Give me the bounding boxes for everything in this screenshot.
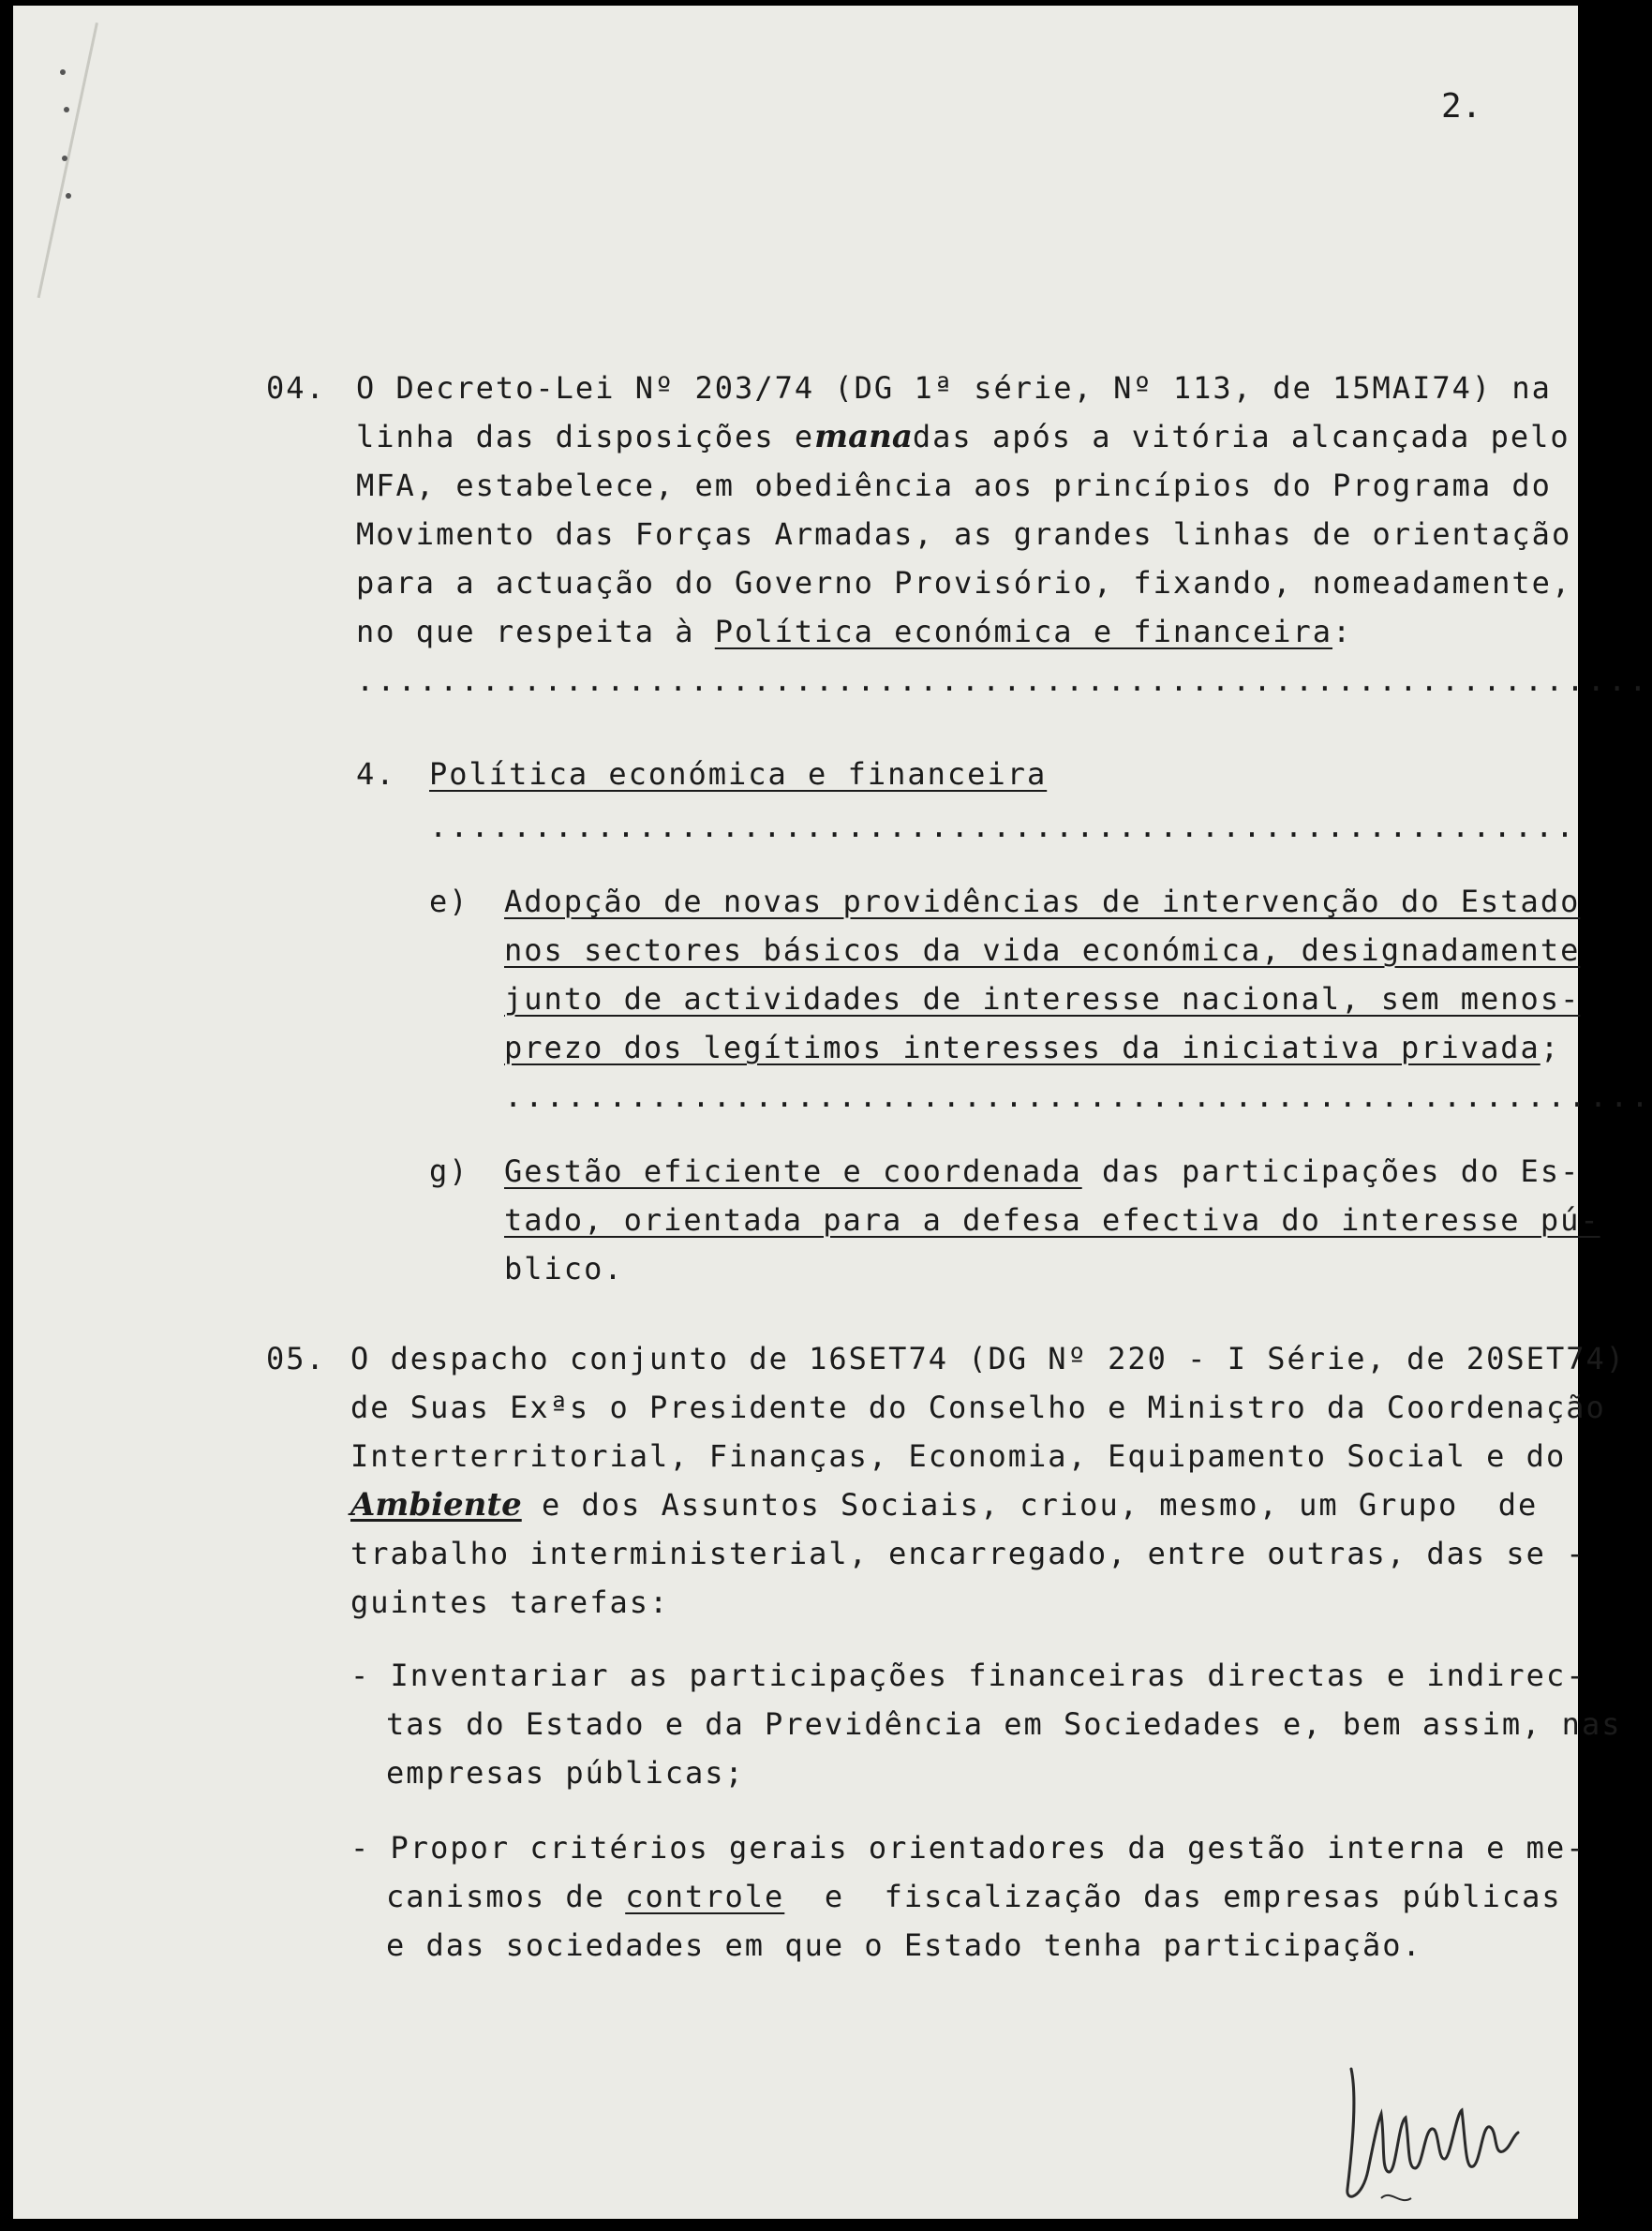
subsection-title: Política económica e financeira <box>429 756 1048 792</box>
text-line: Interterritorial, Finanças, Economia, Equipamento Social e do <box>350 1438 1567 1474</box>
text-line <box>356 613 1352 650</box>
section-number: 04. <box>266 370 326 406</box>
ellipsis-line: ....................................................... <box>429 809 1577 844</box>
bullet-line: empresas públicas; <box>386 1755 745 1791</box>
text-line: O despacho conjunto de 16SET74 (DG Nº 220 - I Série, de 20SET74) <box>350 1341 1626 1376</box>
underlined-text: prezo dos legítimos interesses da iniciativa privada <box>504 1030 1540 1065</box>
handwritten-correction: Ambiente <box>350 1486 522 1524</box>
bullet-line: - Inventariar as participações financeiras directas e indirec- <box>350 1658 1586 1693</box>
bullet-line: e das sociedades em que o Estado tenha participação. <box>386 1927 1422 1963</box>
text-fragment: ; <box>1540 1030 1561 1065</box>
bullet-line: tas do Estado e da Previdência em Sociedades e, bem assim, nas <box>386 1706 1622 1742</box>
subsection-number: 4. <box>356 756 396 792</box>
ellipsis-line: ....................................................... <box>504 1078 1652 1114</box>
handwritten-signature <box>1325 2058 1531 2217</box>
text-line: MFA, estabelece, em obediência aos princípios do Programa do <box>356 468 1552 503</box>
text-line: Movimento das Forças Armadas, as grandes linhas de orientação <box>356 516 1572 552</box>
text-line: O Decreto-Lei Nº 203/74 (DG 1ª série, Nº 113, de 15MAI74) na <box>356 370 1552 406</box>
punch-mark <box>62 156 67 161</box>
bullet-line <box>386 1878 1562 1915</box>
punch-mark <box>66 193 71 199</box>
text-line: de Suas Exªs o Presidente do Conselho e Ministro da Coordenação <box>350 1390 1606 1425</box>
text-line <box>504 1029 1560 1066</box>
text-fragment: linha das disposições e <box>356 419 815 454</box>
text-line: trabalho interministerial, encarregado, entre outras, das se - <box>350 1536 1586 1571</box>
paper-crease <box>37 22 98 298</box>
underlined-text: Gestão eficiente e coordenada <box>504 1153 1082 1189</box>
text-line: nos sectores básicos da vida económica, designadamente <box>504 932 1581 968</box>
section-number: 05. <box>266 1341 326 1376</box>
text-line: guintes tarefas: <box>350 1584 670 1620</box>
text-fragment: e dos Assuntos Sociais, criou, mesmo, um Grupo de <box>521 1487 1539 1523</box>
handwritten-correction: mana <box>814 418 913 455</box>
text-fragment: canismos de <box>386 1879 626 1914</box>
document-page <box>13 6 1652 2219</box>
text-fragment: das após a vitória alcançada pelo <box>912 419 1570 454</box>
bullet-line: - Propor critérios gerais orientadores da gestão interna e me- <box>350 1830 1586 1866</box>
item-label: g) <box>429 1153 469 1189</box>
text-line <box>504 1153 1580 1190</box>
text-fragment: : <box>1332 614 1353 649</box>
punch-mark <box>60 69 66 75</box>
text-line <box>350 1486 1538 1524</box>
text-line: blico. <box>504 1251 624 1287</box>
ellipsis-line: .............................................................. <box>356 662 1650 698</box>
punch-mark <box>64 107 69 112</box>
page-number: 2. <box>1441 87 1482 126</box>
text-line: Adopção de novas providências de intervenção do Estado <box>504 884 1581 919</box>
text-line: tado, orientada para a defesa efectiva do interesse pú- <box>504 1202 1600 1238</box>
underlined-text: controle <box>625 1879 785 1914</box>
text-line: para a actuação do Governo Provisório, fixando, nomeadamente, <box>356 565 1572 601</box>
text-line: junto de actividades de interesse nacional, sem menos- <box>504 981 1581 1017</box>
text-line <box>356 418 1570 455</box>
text-fragment: no que respeita à <box>356 614 715 649</box>
underlined-text: Política económica e financeira <box>714 614 1333 649</box>
text-fragment: e fiscalização das empresas públicas <box>784 1879 1562 1914</box>
item-label: e) <box>429 884 469 919</box>
text-fragment: das participações do Es- <box>1081 1153 1581 1189</box>
